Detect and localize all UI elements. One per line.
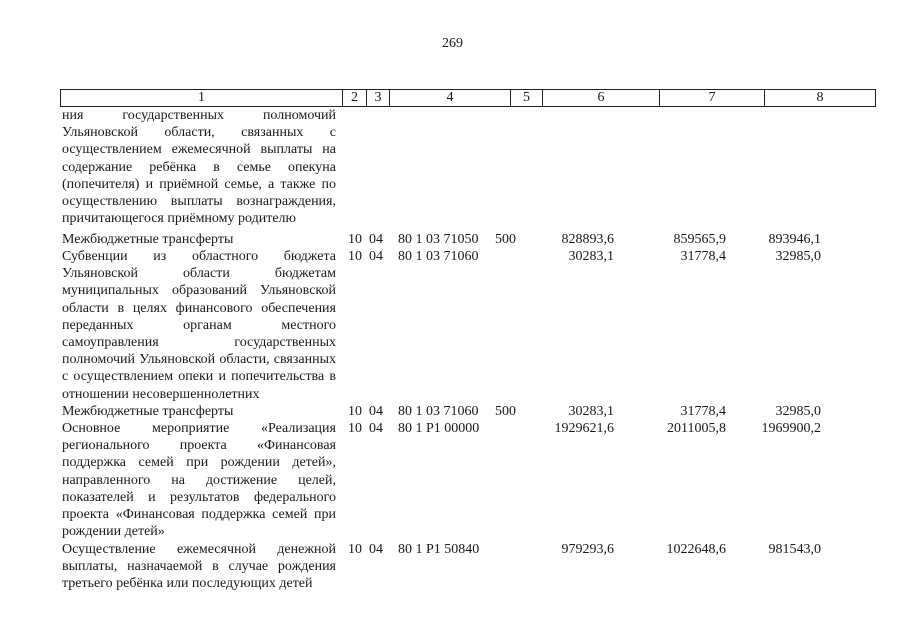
target-article-code: 80 1 P1 50840 [398, 542, 480, 557]
amount-year-3: 981543,0 [768, 542, 821, 557]
target-article-code: 80 1 03 71050 [398, 232, 479, 247]
amount-year-2: 2011005,8 [667, 421, 726, 436]
subsection-code: 04 [369, 404, 383, 419]
subsection-code: 04 [369, 542, 383, 557]
amount-year-3: 32985,0 [775, 404, 821, 419]
subsection-code: 04 [369, 232, 383, 247]
header-col-2: 2 [343, 90, 367, 107]
header-col-4: 4 [390, 90, 511, 107]
row-description: Осуществление ежемесячной денежной выплаты, назначаемой в случае рождения третьего ребёнка или последующих детей [62, 542, 336, 592]
target-article-code: 80 1 P1 00000 [398, 421, 480, 436]
amount-year-3: 893946,1 [768, 232, 821, 247]
header-col-6: 6 [543, 90, 660, 107]
amount-year-1: 30283,1 [568, 404, 614, 419]
amount-year-3: 1969900,2 [761, 421, 821, 436]
header-col-5: 5 [511, 90, 543, 107]
section-code: 10 [348, 404, 362, 419]
subsection-code: 04 [369, 421, 383, 436]
header-col-7: 7 [660, 90, 765, 107]
row-description: Межбюджетные трансферты [62, 404, 234, 419]
row-description: ния государственных полномочий Ульяновской области, связанных с осуществлением ежемесячной выплаты на содержание ребёнка в семье опекуна (попечителя) и приёмной семье, а также по осуществлению выплаты вознаграждения, причитающегося приёмному родителю [62, 108, 336, 227]
expense-type-code: 500 [495, 404, 516, 419]
expense-type-code: 500 [495, 232, 516, 247]
amount-year-2: 859565,9 [673, 232, 726, 247]
row-description: Субвенции из областного бюджета Ульяновской области бюджетам муниципальных образований Ульяновской области в целях финансового обеспечения переданных органам местного самоуправления государственных полномочий Ульяновской области, связанных с осуществлением опеки и попечительства в отношении несовершеннолетних [62, 249, 336, 402]
section-code: 10 [348, 249, 362, 264]
target-article-code: 80 1 03 71060 [398, 249, 479, 264]
amount-year-2: 31778,4 [680, 404, 726, 419]
subsection-code: 04 [369, 249, 383, 264]
amount-year-1: 1929621,6 [554, 421, 614, 436]
amount-year-1: 30283,1 [568, 249, 614, 264]
amount-year-3: 32985,0 [775, 249, 821, 264]
amount-year-2: 1022648,6 [666, 542, 726, 557]
row-description: Основное мероприятие «Реализация регионального проекта «Финансовая поддержка семей при рождении детей», направленного на достижение целей, показателей и результатов федерального проекта «Финансовая поддержка семей при рождении детей» [62, 421, 336, 540]
row-description: Межбюджетные трансферты [62, 232, 234, 247]
amount-year-2: 31778,4 [680, 249, 726, 264]
target-article-code: 80 1 03 71060 [398, 404, 479, 419]
section-code: 10 [348, 421, 362, 436]
page-number: 269 [442, 36, 463, 51]
header-col-1: 1 [61, 90, 343, 107]
section-code: 10 [348, 542, 362, 557]
section-code: 10 [348, 232, 362, 247]
header-col-3: 3 [367, 90, 390, 107]
header-col-8: 8 [765, 90, 876, 107]
amount-year-1: 828893,6 [561, 232, 614, 247]
column-number-header [60, 89, 876, 107]
amount-year-1: 979293,6 [561, 542, 614, 557]
